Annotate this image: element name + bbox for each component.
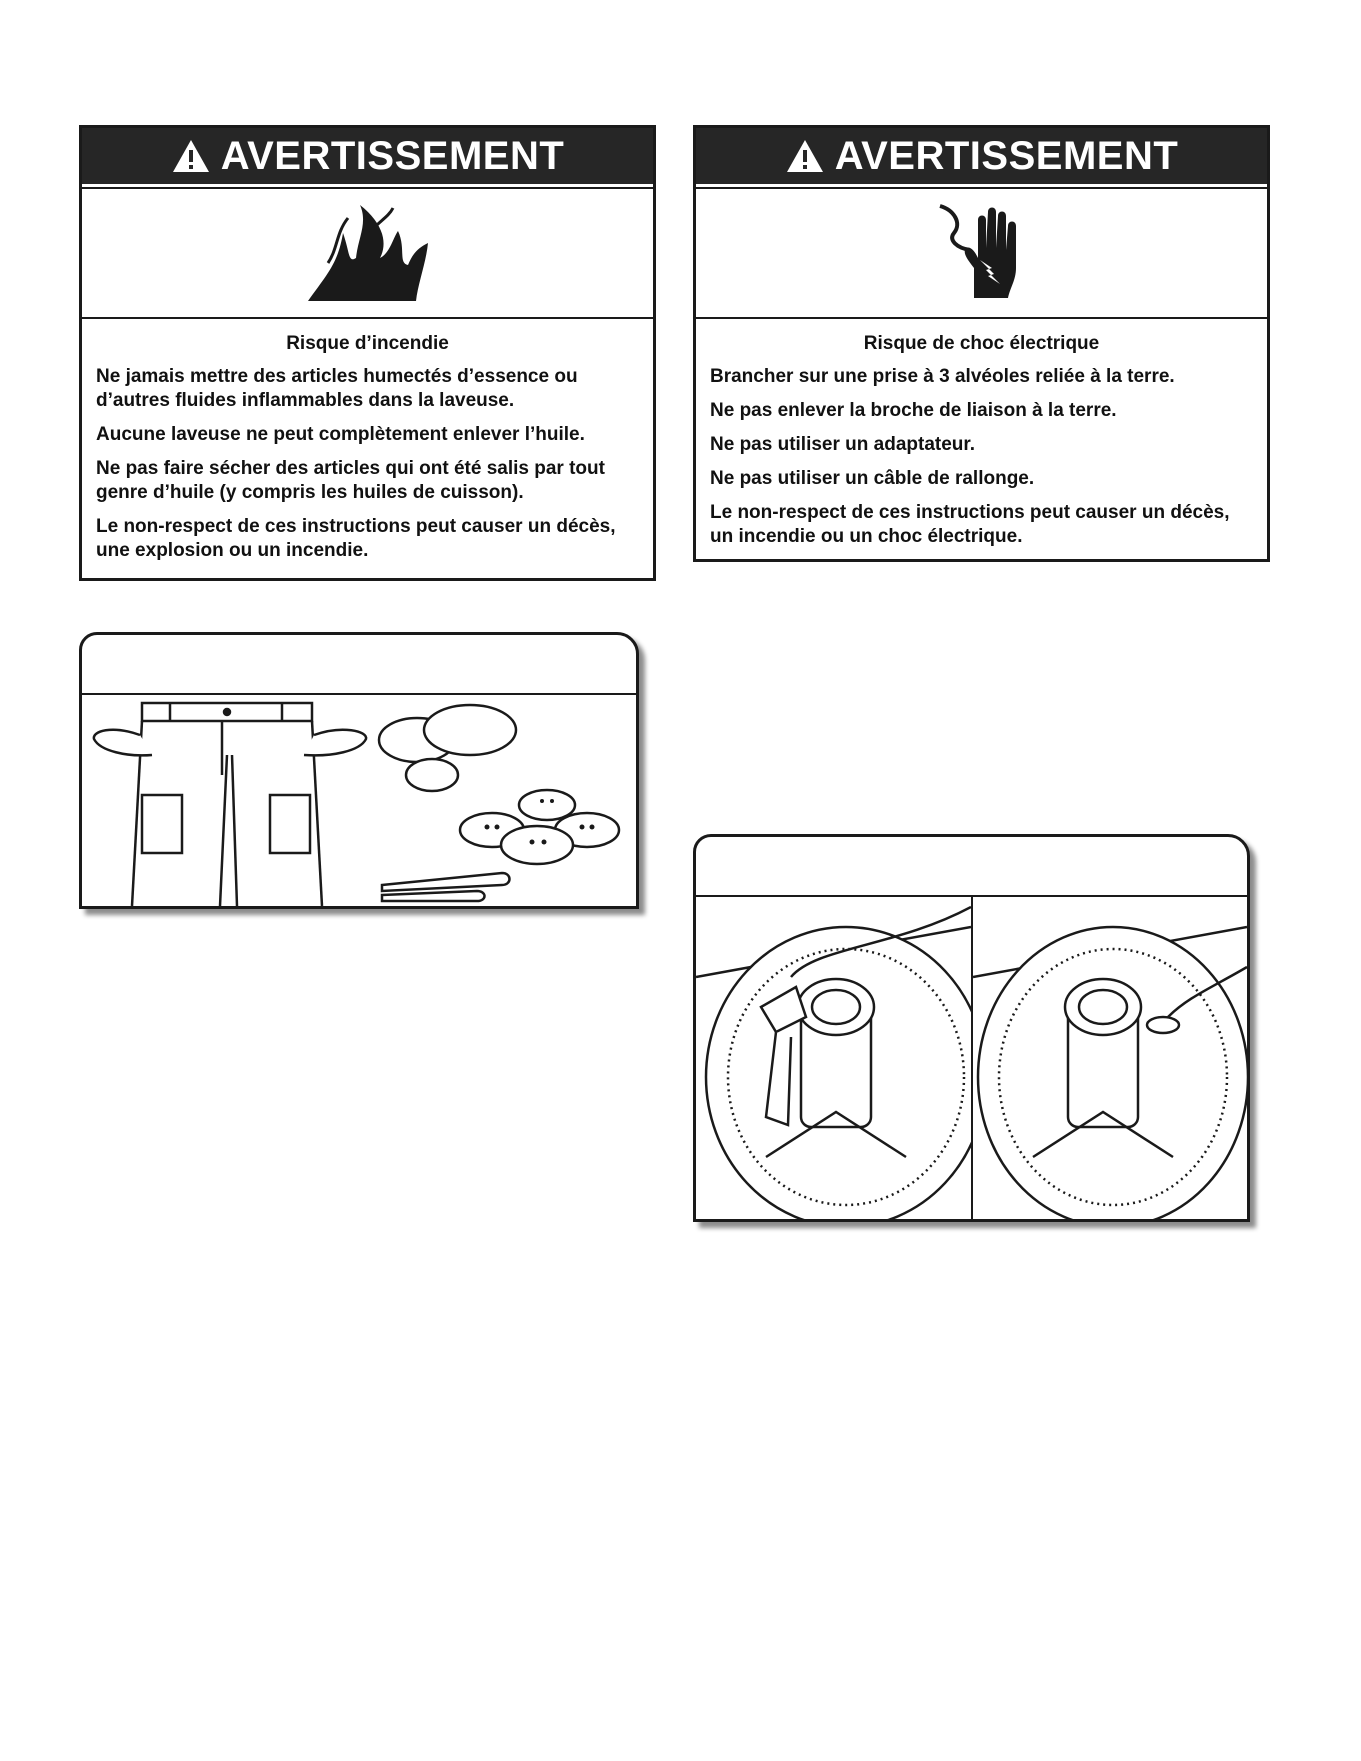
warning-line: Ne pas utiliser un adaptateur. [710, 434, 976, 455]
warning-triangle-icon [785, 138, 825, 174]
warning-header [696, 128, 1267, 184]
icon-area [82, 187, 653, 319]
warning-header-text: AVERTISSEMENT [220, 133, 565, 178]
warning-line: Ne jamais mettre des articles humectés d’essence ou d’autres fluides inflammables dans la laveuse. [96, 366, 578, 411]
warning-line: Brancher sur une prise à 3 alvéoles reliée à la terre. [710, 366, 1175, 387]
warning-box-electric [693, 125, 1270, 562]
warning-subtitle: Risque de choc électrique [863, 333, 1100, 354]
add-liquid-to-washer-illustration [973, 897, 1247, 1219]
warning-line: Aucune laveuse ne peut complètement enlever l’huile. [96, 424, 585, 445]
warning-subtitle: Risque d’incendie [286, 333, 449, 354]
empty-pockets-illustration [82, 695, 636, 906]
warning-line: Ne pas faire sécher des articles qui ont été salis par tout genre d’huile (y compris les huiles de cuisson). [96, 458, 605, 503]
warning-box-fire [79, 125, 656, 581]
electric-shock-hand-icon [932, 198, 1032, 308]
pour-detergent-into-washer-illustration [696, 897, 971, 1219]
warning-line: Ne pas utiliser un câble de rallonge. [710, 468, 1035, 489]
warning-line: Le non-respect de ces instructions peut causer un décès, une explosion ou un incendie. [96, 516, 616, 561]
warning-header-text: AVERTISSEMENT [834, 133, 1179, 178]
warning-triangle-icon [171, 138, 211, 174]
washer-illustration-panel [693, 834, 1250, 1222]
warning-header [82, 128, 653, 184]
illustration-header-bar [82, 635, 636, 695]
pockets-illustration-panel [79, 632, 639, 909]
warning-line: Ne pas enlever la broche de liaison à la terre. [710, 400, 1117, 421]
warning-line: Le non-respect de ces instructions peut causer un décès, un incendie ou un choc électrique. [710, 502, 1230, 547]
illustration-header-bar [696, 837, 1247, 897]
icon-area [696, 187, 1267, 319]
fire-icon [298, 203, 438, 303]
